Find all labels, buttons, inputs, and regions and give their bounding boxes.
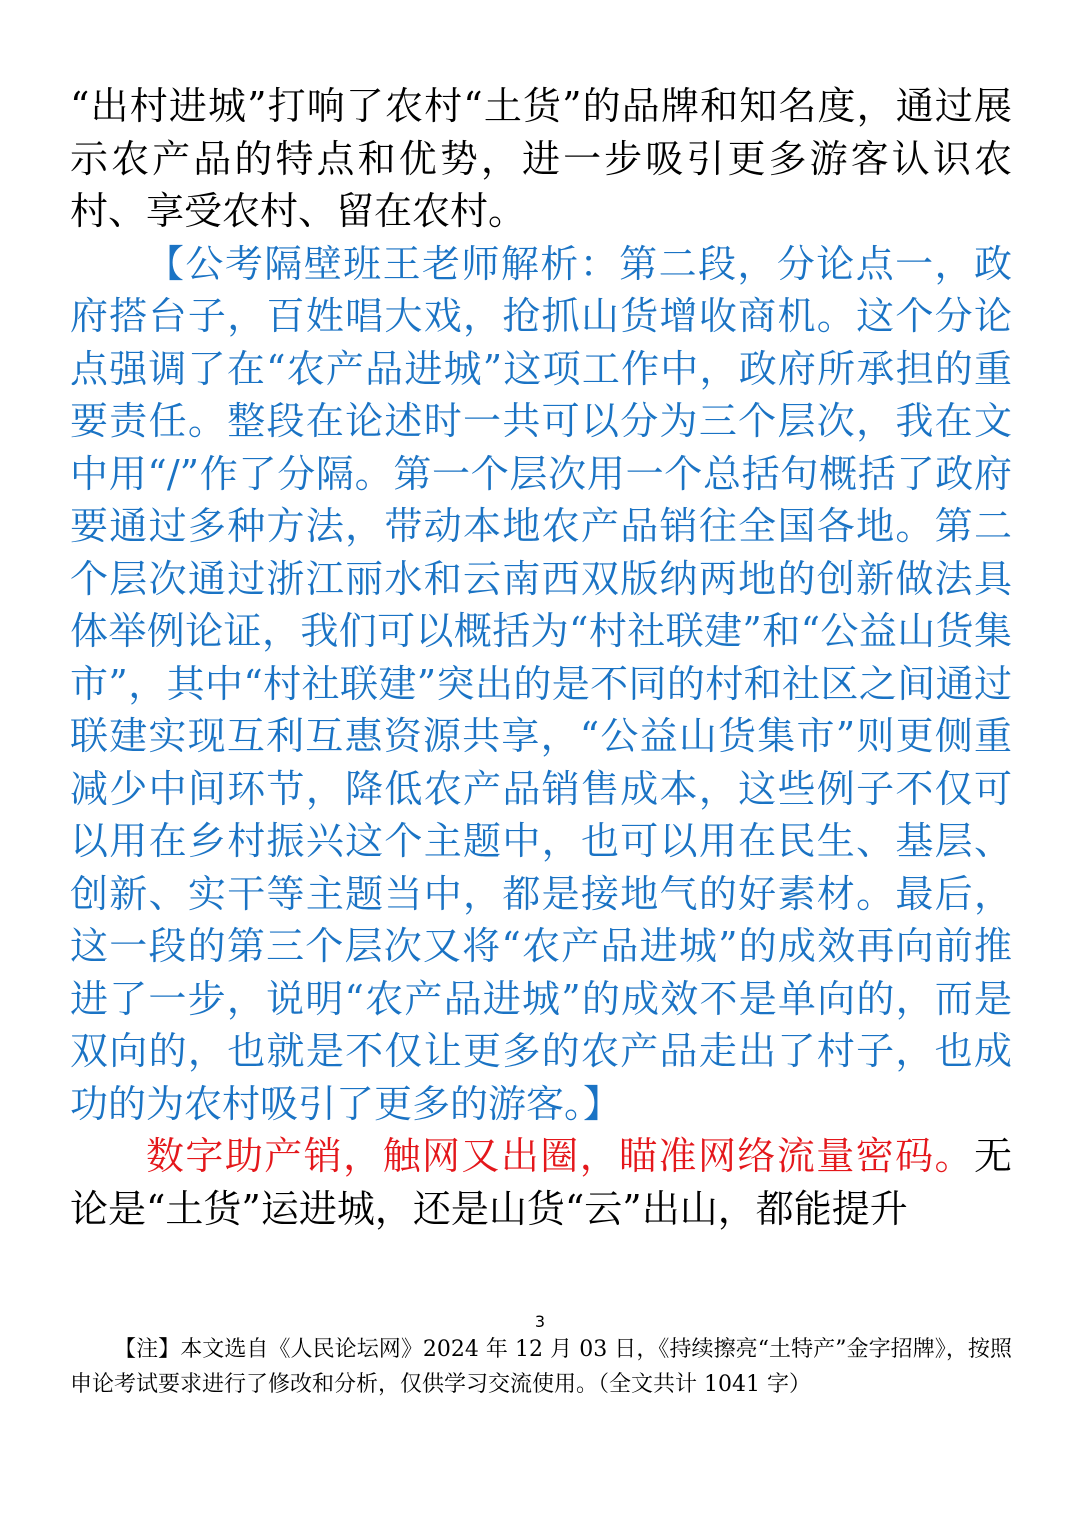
document-body bbox=[70, 80, 1012, 1235]
footnote: 【注】本文选自《人民论坛网》2024 年 12 月 03 日，《持续擦亮“土特产”金字招牌》，按照申论考试要求进行了修改和分析，仅供学习交流使用。（全文共计 1041 字） bbox=[70, 1337, 1012, 1397]
subpoint-heading: 数字助产销，触网又出圈，瞄准网络流量密码。 bbox=[146, 1134, 974, 1178]
page-number: 3 bbox=[534, 1312, 546, 1331]
subpoint-paragraph bbox=[70, 1130, 1012, 1235]
analysis-paragraph: 【公考隔壁班王老师解析：第二段，分论点一，政府搭台子，百姓唱大戏，抢抓山货增收商机。这个分论点强调了在“农产品进城”这项工作中，政府所承担的重要责任。整段在论述时一共可以分为三个层次，我在文中用“/”作了分隔。第一个层次用一个总括句概括了政府要通过多种方法，带动本地农产品销往全国各地。第二个层次通过浙江丽水和云南西双版纳两地的创新做法具体举例论证，我们可以概括为“村社联建”和“公益山货集市”，其中“村社联建”突出的是不同的村和社区之间通过联建实现互利互惠资源共享，“公益山货集市”则更侧重减少中间环节，降低农产品销售成本，这些例子不仅可以用在乡村振兴这个主题中，也可以用在民生、基层、创新、实干等主题当中，都是接地气的好素材。最后，这一段的第三个层次又将“农产品进城”的成效再向前推进了一步，说明“农产品进城”的成效不是单向的，而是双向的，也就是不仅让更多的农产品走出了村子，也成功的为农村吸引了更多的游客。】 bbox=[70, 241, 1012, 1126]
subpoint-text: 无论是“土货”运进城，还是山货“云”出山，都能提升 bbox=[70, 1134, 1012, 1231]
paragraph-intro: “出村进城”打响了农村“土货”的品牌和知名度，通过展示农产品的特点和优势，进一步吸引更多游客认识农村、享受农村、留在农村。 bbox=[70, 84, 1012, 233]
